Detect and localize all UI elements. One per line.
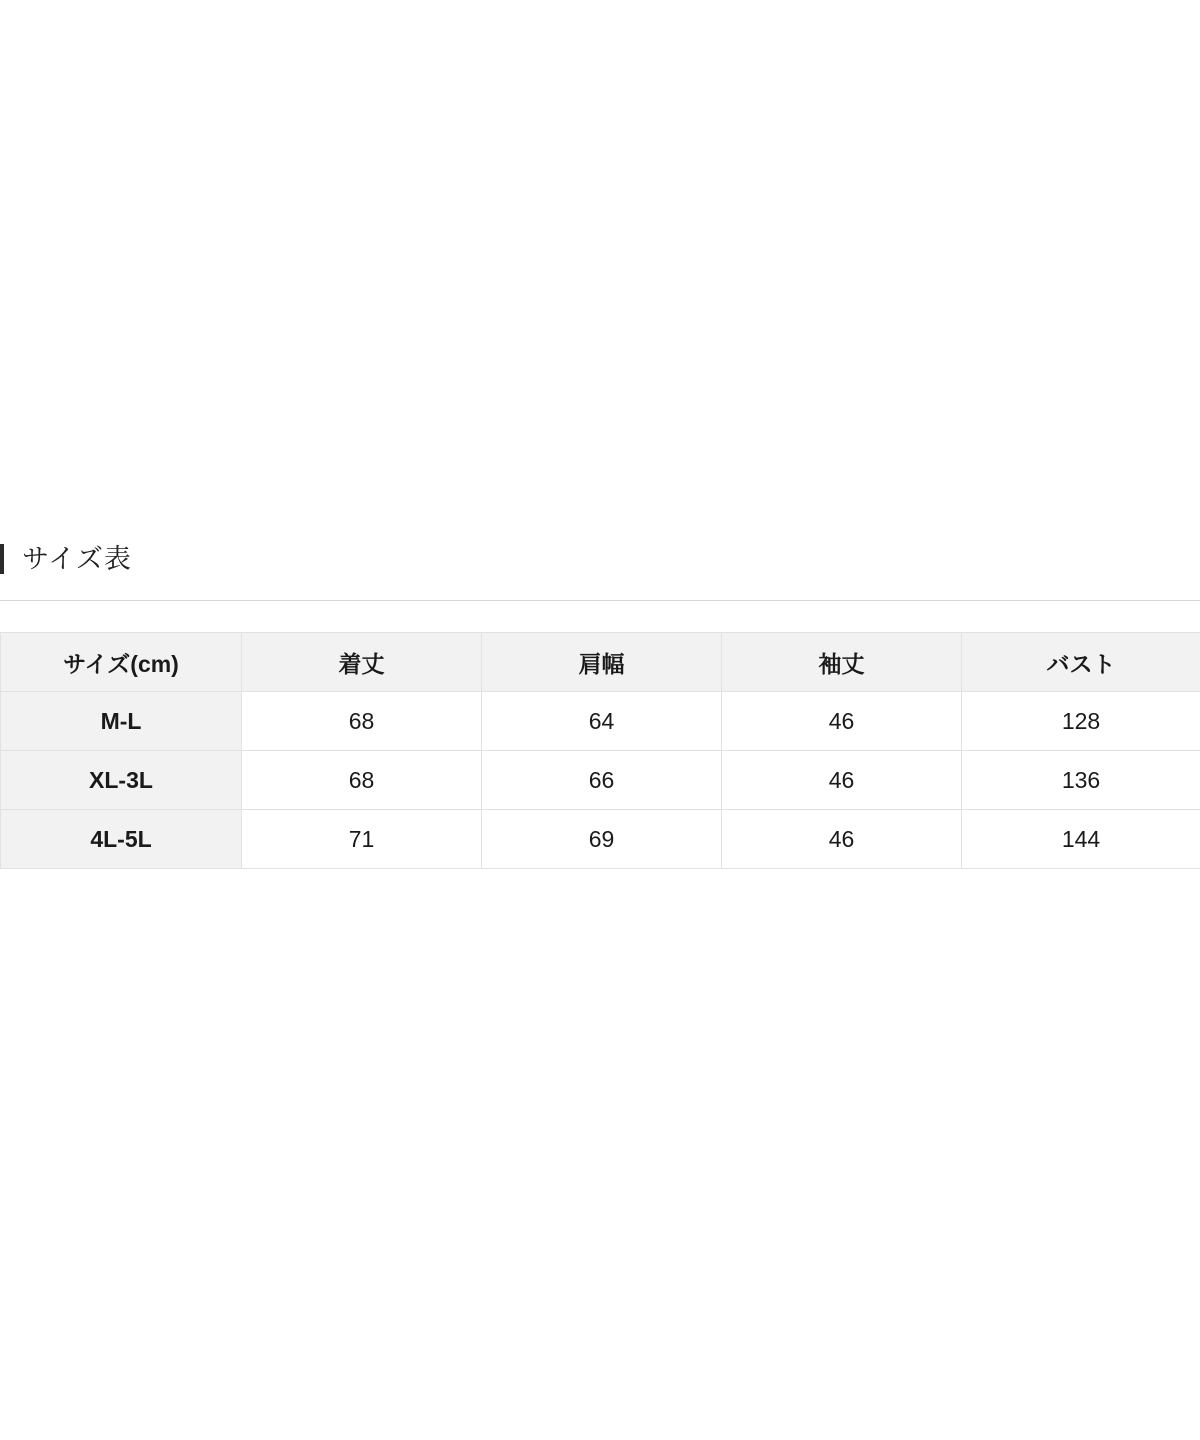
cell-shoulder: 66 xyxy=(482,751,722,810)
column-header-sleeve: 袖丈 xyxy=(722,633,962,692)
size-table xyxy=(0,632,1200,869)
cell-sleeve: 46 xyxy=(722,692,962,751)
table-row xyxy=(1,692,1200,751)
table-row xyxy=(1,810,1200,869)
row-header-size: XL-3L xyxy=(1,751,242,810)
column-header-length: 着丈 xyxy=(242,633,482,692)
size-table-container xyxy=(0,632,1200,869)
heading-divider xyxy=(0,600,1200,601)
cell-shoulder: 64 xyxy=(482,692,722,751)
cell-length: 71 xyxy=(242,810,482,869)
column-header-bust: バスト xyxy=(962,633,1200,692)
table-header-row xyxy=(1,633,1200,692)
size-table-head xyxy=(1,633,1200,692)
cell-length: 68 xyxy=(242,692,482,751)
size-table-body xyxy=(1,692,1200,869)
column-header-shoulder: 肩幅 xyxy=(482,633,722,692)
row-header-size: 4L-5L xyxy=(1,810,242,869)
cell-bust: 136 xyxy=(962,751,1200,810)
cell-sleeve: 46 xyxy=(722,751,962,810)
cell-sleeve: 46 xyxy=(722,810,962,869)
cell-bust: 144 xyxy=(962,810,1200,869)
cell-shoulder: 69 xyxy=(482,810,722,869)
cell-length: 68 xyxy=(242,751,482,810)
page-title: サイズ表 xyxy=(22,543,132,574)
heading-accent-bar xyxy=(0,544,4,574)
section-heading xyxy=(0,528,1200,590)
cell-bust: 128 xyxy=(962,692,1200,751)
column-header-size: サイズ(cm) xyxy=(1,633,242,692)
row-header-size: M-L xyxy=(1,692,242,751)
table-row xyxy=(1,751,1200,810)
